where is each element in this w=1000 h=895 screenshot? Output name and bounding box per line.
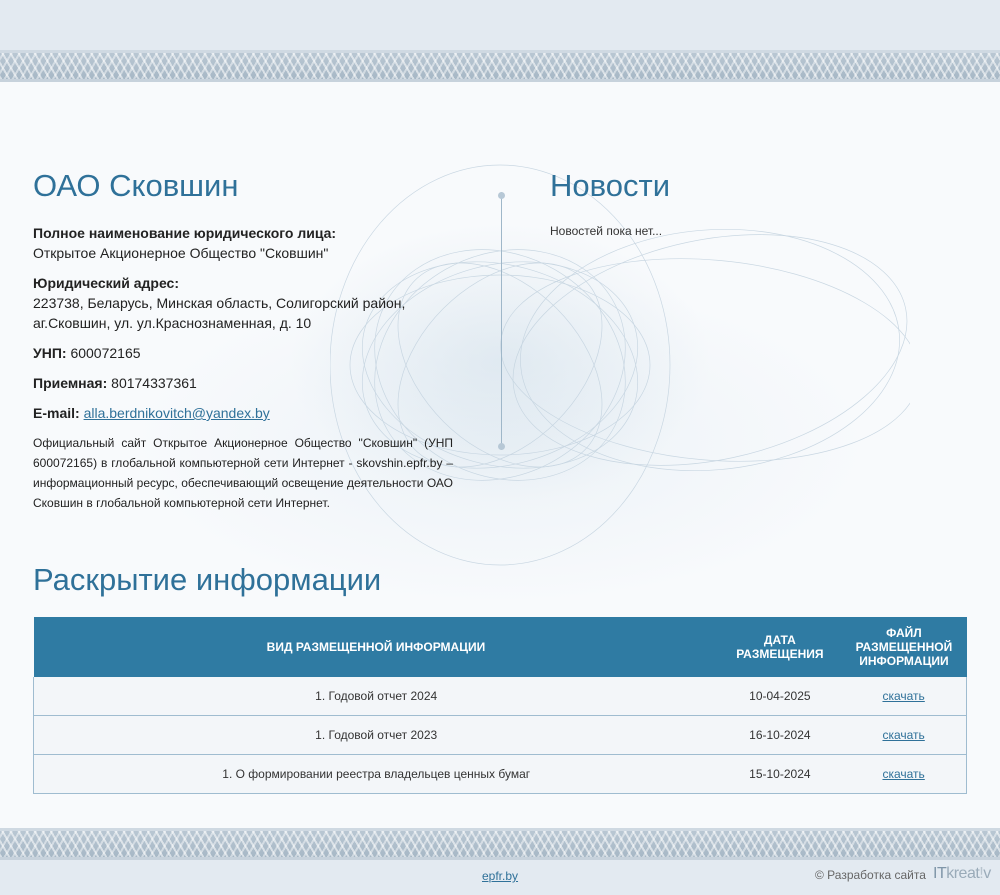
row-name: 1. Годовой отчет 2023 — [34, 716, 719, 755]
logo-tld: v — [983, 865, 991, 882]
column-divider — [501, 192, 502, 450]
unp-label: УНП: — [33, 345, 67, 361]
table-row — [34, 716, 967, 755]
email-link[interactable]: alla.berdnikovitch@yandex.by — [83, 405, 270, 421]
address-line2: аг.Сковшин, ул. ул.Краснознаменная, д. 10 — [33, 315, 312, 331]
header-file: ФАЙЛ РАЗМЕЩЕННОЙ ИНФОРМАЦИИ — [841, 617, 966, 677]
disclosure-title: Раскрытие информации — [33, 562, 382, 597]
news-title: Новости — [550, 168, 671, 203]
fullname-value: Открытое Акционерное Общество "Сковшин" — [33, 245, 329, 261]
logo-it: IT — [933, 865, 947, 882]
row-file-cell — [841, 716, 966, 755]
download-link[interactable]: скачать — [882, 767, 925, 781]
disclosure-table — [33, 617, 967, 794]
header-date: ДАТА РАЗМЕЩЕНИЯ — [718, 617, 841, 677]
table-row — [34, 755, 967, 794]
row-file-cell — [841, 677, 966, 716]
table-row — [34, 677, 967, 716]
company-description: Официальный сайт Открытое Акционерное Общество "Сковшин" (УНП 600072165) в глобальной компьютерной сети Интернет - skovshin.epfr.by – информационный ресурс, обеспечивающий освещение деятельности ОАО Сковшин в глобальной компьютерной сети Интернет. — [33, 436, 453, 510]
row-name: 1. Годовой отчет 2024 — [34, 677, 719, 716]
row-date: 10-04-2025 — [718, 677, 841, 716]
news-empty-text: Новостей пока нет... — [550, 224, 663, 238]
logo-rest: kreat — [946, 865, 980, 882]
fullname-label: Полное наименование юридического лица: — [33, 225, 337, 241]
download-link[interactable]: скачать — [882, 689, 925, 703]
table-header-row — [34, 617, 967, 677]
company-info — [33, 223, 453, 433]
row-name: 1. О формировании реестра владельцев ценных бумаг — [34, 755, 719, 794]
itkreativ-logo[interactable] — [933, 865, 991, 883]
email-label: E-mail: — [33, 405, 80, 421]
download-link[interactable]: скачать — [882, 728, 925, 742]
reception-value: 80174337361 — [111, 375, 197, 391]
address-line1: 223738, Беларусь, Минская область, Солигорский район, — [33, 295, 406, 311]
address-block — [33, 273, 453, 333]
header-info-type: ВИД РАЗМЕЩЕННОЙ ИНФОРМАЦИИ — [34, 617, 719, 677]
row-date: 15-10-2024 — [718, 755, 841, 794]
logo-bang: ! — [979, 865, 984, 882]
developer-credit: © Разработка сайта — [815, 868, 926, 882]
unp-block — [33, 343, 453, 363]
header-pattern-band — [0, 50, 1000, 82]
footer-pattern-band — [0, 828, 1000, 860]
row-date: 16-10-2024 — [718, 716, 841, 755]
top-bar — [0, 0, 1000, 50]
email-block — [33, 403, 453, 423]
fullname-block — [33, 223, 453, 263]
footer-epfr-link[interactable]: epfr.by — [482, 869, 519, 883]
company-title: ОАО Сковшин — [33, 168, 239, 203]
unp-value: 600072165 — [70, 345, 141, 361]
row-file-cell — [841, 755, 966, 794]
address-label: Юридический адрес: — [33, 275, 179, 291]
reception-block — [33, 373, 453, 393]
reception-label: Приемная: — [33, 375, 108, 391]
